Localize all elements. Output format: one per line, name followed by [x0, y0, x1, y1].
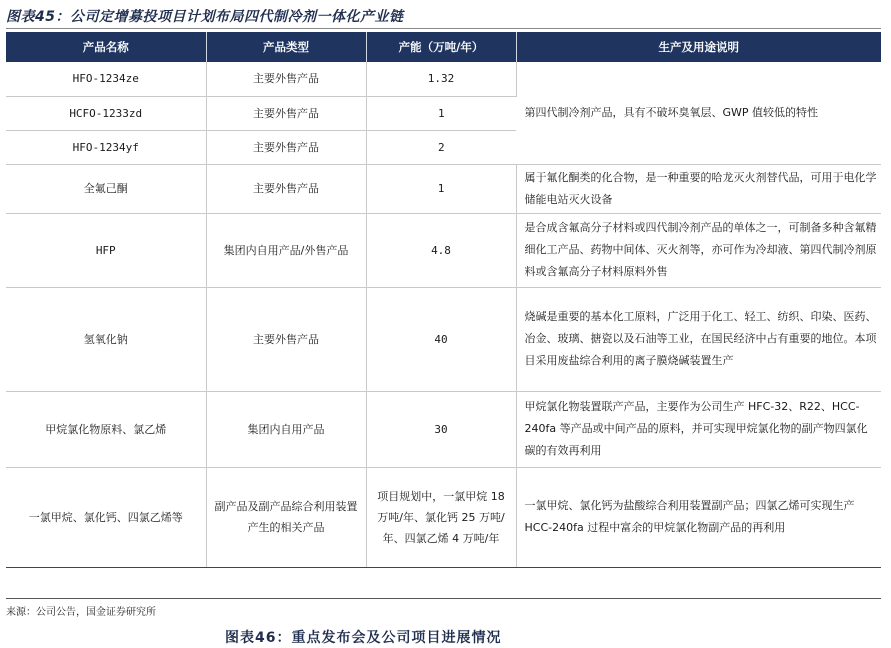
cell-product-name: HFP	[6, 213, 206, 287]
cell-product-type: 主要外售产品	[206, 62, 366, 96]
cell-product-type: 集团内自用产品	[206, 391, 366, 467]
cell-product-name: HCFO-1233zd	[6, 96, 206, 130]
header-product-name: 产品名称	[6, 32, 206, 62]
cell-capacity: 1	[366, 96, 516, 130]
cell-description: 甲烷氯化物装置联产产品，主要作为公司生产 HFC-32、R22、HCC-240fa 等产品或中间产品的原料，并可实现甲烷氯化物的副产物四氯化碳的有效再利用	[516, 391, 881, 467]
capacity-table	[6, 32, 881, 568]
next-figure-heading: 图表46：重点发布会及公司项目进展情况	[225, 630, 502, 646]
table-row	[6, 287, 881, 391]
table-row	[6, 467, 881, 567]
cell-capacity: 40	[366, 287, 516, 391]
cell-product-type: 主要外售产品	[206, 130, 366, 164]
figure-title: 图表45：公司定增募投项目计划布局四代制冷剂一体化产业链	[6, 9, 404, 25]
cell-product-name: HFO-1234ze	[6, 62, 206, 96]
cell-product-type: 副产品及副产品综合利用装置产生的相关产品	[206, 467, 366, 567]
cell-capacity: 项目规划中，一氯甲烷 18 万吨/年、氯化钙 25 万吨/年、四氯乙烯 4 万吨/年	[366, 467, 516, 567]
table-row	[6, 62, 881, 96]
table-row	[6, 213, 881, 287]
cell-product-type: 主要外售产品	[206, 287, 366, 391]
header-capacity: 产能（万吨/年）	[366, 32, 516, 62]
source-divider	[6, 598, 881, 599]
cell-capacity: 2	[366, 130, 516, 164]
header-product-type: 产品类型	[206, 32, 366, 62]
cell-product-type: 集团内自用产品/外售产品	[206, 213, 366, 287]
source-note: 来源：公司公告，国金证券研究所	[6, 607, 156, 618]
cell-description: 烧碱是重要的基本化工原料，广泛用于化工、轻工、纺织、印染、医药、冶金、玻璃、搪瓷以及石油等工业，在国民经济中占有重要的地位。本项目采用废盐综合利用的离子膜烧碱装置生产	[516, 287, 881, 391]
table-header-row	[6, 32, 881, 62]
cell-product-name: 全氟己酮	[6, 164, 206, 213]
cell-description-merged: 第四代制冷剂产品，具有不破坏臭氧层、GWP 值较低的特性	[516, 62, 881, 164]
header-description: 生产及用途说明	[516, 32, 881, 62]
cell-capacity: 1.32	[366, 62, 516, 96]
cell-product-type: 主要外售产品	[206, 164, 366, 213]
table-row	[6, 391, 881, 467]
cell-product-name: 甲烷氯化物原料、氯乙烯	[6, 391, 206, 467]
title-divider	[6, 28, 881, 29]
cell-product-name: HFO-1234yf	[6, 130, 206, 164]
table-row	[6, 164, 881, 213]
cell-capacity: 30	[366, 391, 516, 467]
cell-product-name: 氢氧化钠	[6, 287, 206, 391]
cell-description: 一氯甲烷、氯化钙为盐酸综合利用装置副产品；四氯乙烯可实现生产 HCC-240fa 过程中富余的甲烷氯化物副产品的再利用	[516, 467, 881, 567]
cell-capacity: 1	[366, 164, 516, 213]
cell-product-type: 主要外售产品	[206, 96, 366, 130]
cell-description: 是合成含氟高分子材料或四代制冷剂产品的单体之一，可制备多种含氟精细化工产品、药物中间体、灭火剂等，亦可作为冷却液、第四代制冷剂原料或含氟高分子材料原料外售	[516, 213, 881, 287]
cell-description: 属于氟化酮类的化合物，是一种重要的哈龙灭火剂替代品，可用于电化学储能电站灭火设备	[516, 164, 881, 213]
cell-product-name: 一氯甲烷、氯化钙、四氯乙烯等	[6, 467, 206, 567]
cell-capacity: 4.8	[366, 213, 516, 287]
